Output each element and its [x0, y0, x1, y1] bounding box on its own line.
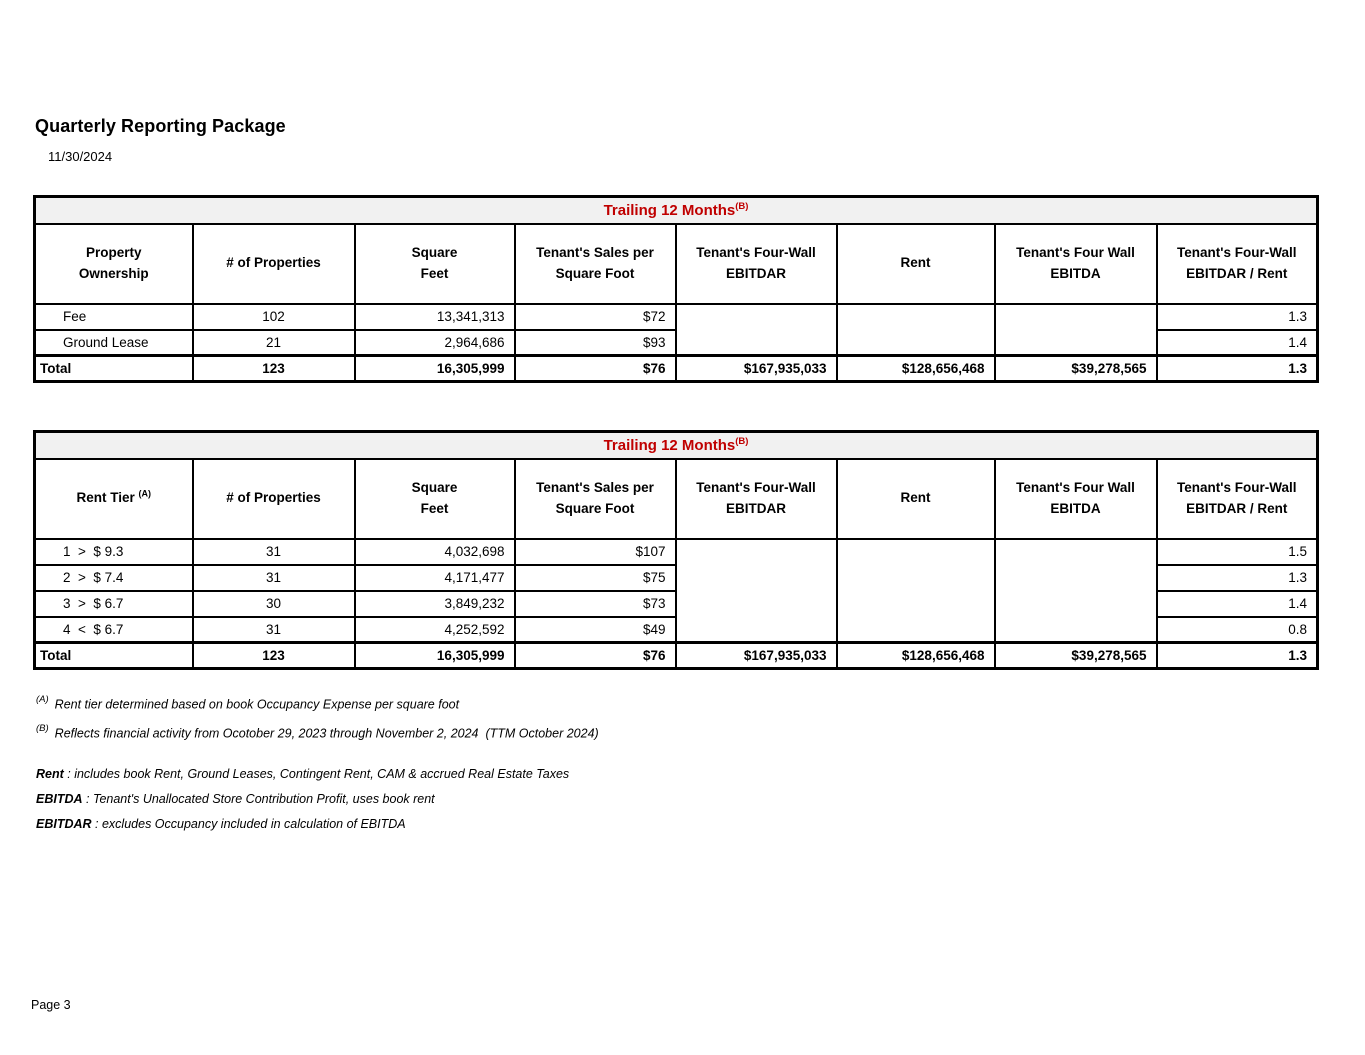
header-row	[35, 224, 1318, 304]
cell-ebitda-empty	[995, 539, 1157, 643]
cell-ebitdar-rent-ratio: 1.4	[1157, 330, 1318, 356]
table-row-fee	[35, 304, 1318, 330]
footnotes	[36, 694, 599, 753]
cell-sales-psf: $49	[515, 617, 676, 643]
table-total-row	[35, 643, 1318, 669]
total-properties: 123	[193, 643, 355, 669]
cell-sales-psf: $107	[515, 539, 676, 565]
table-total-row	[35, 356, 1318, 382]
row-label: 2 > $ 7.4	[35, 565, 193, 591]
table-row-tier-1	[35, 539, 1318, 565]
ownership-table	[33, 195, 1319, 383]
total-ebitdar: $167,935,033	[676, 356, 837, 382]
cell-sales-psf: $75	[515, 565, 676, 591]
definition-text: : Tenant's Unallocated Store Contribution Profit, uses book rent	[82, 791, 435, 806]
definition-term: EBITDA	[36, 791, 83, 806]
cell-square-feet: 3,849,232	[355, 591, 515, 617]
cell-ebitdar-rent-ratio: 1.3	[1157, 304, 1318, 330]
col-header-property-ownership: Property Ownership	[35, 224, 193, 304]
definitions	[36, 767, 569, 842]
cell-ebitdar-rent-ratio: 0.8	[1157, 617, 1318, 643]
total-sales-psf: $76	[515, 643, 676, 669]
total-rent: $128,656,468	[837, 356, 995, 382]
col-header-square-feet: Square Feet	[355, 459, 515, 539]
cell-properties: 31	[193, 617, 355, 643]
cell-properties: 31	[193, 539, 355, 565]
band-title-text: Trailing 12 Months	[603, 436, 736, 454]
cell-rent-empty	[837, 304, 995, 356]
band-superscript: (B)	[735, 435, 749, 447]
row-label: Fee	[35, 304, 193, 330]
definition-text: : excludes Occupancy included in calculation of EBITDA	[91, 816, 406, 831]
col-header-ebitdar: Tenant's Four-Wall EBITDAR	[676, 224, 837, 304]
cell-sales-psf: $73	[515, 591, 676, 617]
cell-ebitdar-rent-ratio: 1.3	[1157, 565, 1318, 591]
col-header-rent-tier: Rent Tier $^{(A)}$	[35, 459, 193, 539]
col-header-square-feet: Square Feet	[355, 224, 515, 304]
col-header-ebitda: Tenant's Four Wall EBITDA	[995, 224, 1157, 304]
cell-ebitdar-rent-ratio: 1.5	[1157, 539, 1318, 565]
footnote-a	[36, 694, 599, 713]
total-ebitda: $39,278,565	[995, 643, 1157, 669]
row-label: 1 > $ 9.3	[35, 539, 193, 565]
footnote-b	[36, 723, 599, 742]
cell-sales-psf: $93	[515, 330, 676, 356]
col-header-rent: Rent	[837, 459, 995, 539]
footnote-a-marker: (A)	[36, 694, 49, 705]
total-label: Total	[35, 643, 193, 669]
total-ebitda: $39,278,565	[995, 356, 1157, 382]
table-band-title	[35, 197, 1318, 224]
total-square-feet: 16,305,999	[355, 643, 515, 669]
table-band-title	[35, 432, 1318, 459]
cell-square-feet: 4,171,477	[355, 565, 515, 591]
total-label: Total	[35, 356, 193, 382]
footnote-b-marker: (B)	[36, 723, 49, 735]
cell-sales-psf: $72	[515, 304, 676, 330]
table-band-row	[35, 432, 1318, 459]
footnote-a-text: Rent tier determined based on book Occupancy Expense per square foot	[54, 697, 460, 712]
document-title: Quarterly Reporting Package	[35, 116, 286, 136]
cell-square-feet: 2,964,686	[355, 330, 515, 356]
total-ebitdar-rent-ratio: 1.3	[1157, 356, 1318, 382]
definition-text: : includes book Rent, Ground Leases, Contingent Rent, CAM & accrued Real Estate Taxes	[63, 767, 570, 781]
definition-term: EBITDAR	[36, 816, 92, 831]
definition-term: Rent	[36, 767, 64, 781]
definition-ebitdar	[36, 817, 569, 831]
total-ebitdar: $167,935,033	[676, 643, 837, 669]
col-header-num-properties: # of Properties	[193, 459, 355, 539]
cell-ebitdar-rent-ratio: 1.4	[1157, 591, 1318, 617]
header-row	[35, 459, 1318, 539]
col-header-ebitdar: Tenant's Four-Wall EBITDAR	[676, 459, 837, 539]
col-header-sales-psf: Tenant's Sales per Square Foot	[515, 459, 676, 539]
rent-tier-table	[33, 430, 1319, 670]
definition-rent	[36, 767, 569, 781]
total-rent: $128,656,468	[837, 643, 995, 669]
cell-ebitdar-empty	[676, 304, 837, 356]
cell-properties: 102	[193, 304, 355, 330]
col-header-rent: Rent	[837, 224, 995, 304]
cell-properties: 30	[193, 591, 355, 617]
col-header-ebitda: Tenant's Four Wall EBITDA	[995, 459, 1157, 539]
rent-tier-superscript: (A)	[138, 488, 152, 499]
cell-square-feet: 4,032,698	[355, 539, 515, 565]
total-square-feet: 16,305,999	[355, 356, 515, 382]
total-ebitdar-rent-ratio: 1.3	[1157, 643, 1318, 669]
cell-properties: 21	[193, 330, 355, 356]
row-label: Ground Lease	[35, 330, 193, 356]
col-header-ebitdar-rent-ratio: Tenant's Four-Wall EBITDAR / Rent	[1157, 459, 1318, 539]
col-header-sales-psf: Tenant's Sales per Square Foot	[515, 224, 676, 304]
band-superscript: (B)	[735, 200, 749, 212]
total-properties: 123	[193, 356, 355, 382]
col-header-num-properties: # of Properties	[193, 224, 355, 304]
col-header-ebitdar-rent-ratio: Tenant's Four-Wall EBITDAR / Rent	[1157, 224, 1318, 304]
cell-square-feet: 4,252,592	[355, 617, 515, 643]
definition-ebitda	[36, 792, 569, 806]
footnote-b-text: Reflects financial activity from Ocotober 29, 2023 through November 2, 2024 (TTM October 2024)	[54, 726, 599, 741]
cell-ebitda-empty	[995, 304, 1157, 356]
document-date: 11/30/2024	[48, 149, 113, 164]
cell-rent-empty	[837, 539, 995, 643]
row-label: 4 < $ 6.7	[35, 617, 193, 643]
table-band-row	[35, 197, 1318, 224]
row-label: 3 > $ 6.7	[35, 591, 193, 617]
band-title-text: Trailing 12 Months	[603, 201, 736, 219]
cell-ebitdar-empty	[676, 539, 837, 643]
cell-properties: 31	[193, 565, 355, 591]
page-number: Page 3	[31, 998, 71, 1012]
total-sales-psf: $76	[515, 356, 676, 382]
cell-square-feet: 13,341,313	[355, 304, 515, 330]
